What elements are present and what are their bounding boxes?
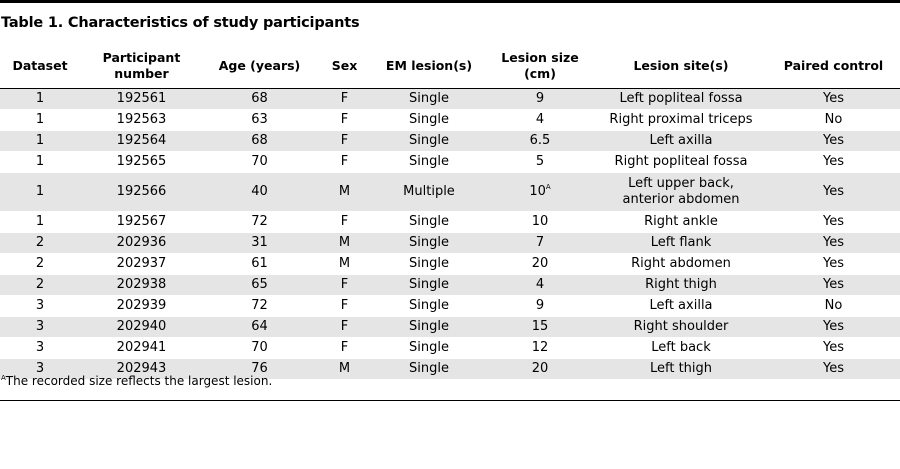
cell-sex: F [316,152,373,173]
cell-dataset: 1 [0,110,80,131]
table-row [0,254,900,275]
cell-dataset: 3 [0,359,80,380]
cell-paired-control: Yes [767,212,900,233]
cell-sex: F [316,212,373,233]
cell-participant-number: 192561 [80,89,203,110]
cell-dataset: 1 [0,131,80,152]
cell-age: 65 [203,275,316,296]
cell-sex: F [316,317,373,338]
column-header-age: Age (years) [203,44,316,89]
footnote-marker: A [1,374,6,382]
cell-dataset: 3 [0,296,80,317]
cell-paired-control: Yes [767,359,900,380]
cell-lesion-site: Left thigh [595,359,767,380]
footnote-reference: A [545,183,551,191]
cell-sex: F [316,131,373,152]
table-caption: Table 1. Characteristics of study participants [1,15,360,31]
header-row [0,44,900,89]
cell-participant-number: 202936 [80,233,203,254]
cell-em-lesions: Single [373,152,485,173]
cell-dataset: 2 [0,233,80,254]
cell-paired-control: Yes [767,131,900,152]
cell-age: 68 [203,131,316,152]
cell-age: 72 [203,212,316,233]
lesion-size-value: 10 [531,214,549,229]
lesion-size-value: 4 [535,112,545,127]
cell-participant-number: 202938 [80,275,203,296]
cell-age: 31 [203,233,316,254]
cell-lesion-site: Left axilla [595,296,767,317]
cell-lesion-size [485,359,595,380]
cell-lesion-size [485,338,595,359]
cell-em-lesions: Single [373,275,485,296]
cell-lesion-size [485,275,595,296]
table-row [0,233,900,254]
cell-age: 70 [203,338,316,359]
cell-paired-control: Yes [767,89,900,110]
cell-lesion-site: Right popliteal fossa [595,152,767,173]
lesion-size-value: 7 [535,235,545,250]
cell-dataset: 3 [0,338,80,359]
cell-participant-number: 202940 [80,317,203,338]
cell-lesion-site: Left popliteal fossa [595,89,767,110]
column-header-lesion-size: Lesion size (cm) [485,44,595,89]
cell-lesion-site: Left flank [595,233,767,254]
lesion-size-value: 9 [535,298,545,313]
cell-lesion-size [485,317,595,338]
cell-lesion-size [485,233,595,254]
cell-dataset: 3 [0,317,80,338]
lesion-site-line: Left upper back, [628,176,734,191]
cell-participant-number: 192564 [80,131,203,152]
cell-em-lesions: Single [373,254,485,275]
column-header-dataset: Dataset [0,44,80,89]
top-rule [0,0,900,3]
column-header-paired-control: Paired control [767,44,900,89]
lesion-site-line: anterior abdomen [622,192,740,207]
table-row [0,212,900,233]
cell-sex: F [316,296,373,317]
cell-paired-control: Yes [767,338,900,359]
cell-sex: M [316,233,373,254]
cell-paired-control: Yes [767,317,900,338]
cell-lesion-size [485,131,595,152]
table-row [0,173,900,212]
cell-paired-control: Yes [767,233,900,254]
cell-sex: M [316,254,373,275]
column-header-em-lesions: EM lesion(s) [373,44,485,89]
cell-lesion-size [485,173,595,212]
cell-sex: F [316,110,373,131]
cell-sex: M [316,359,373,380]
cell-dataset: 1 [0,89,80,110]
cell-paired-control: Yes [767,152,900,173]
lesion-size-value: 9 [535,91,545,106]
cell-lesion-site: Right ankle [595,212,767,233]
footnote-text: The recorded size reflects the largest lesion. [5,374,273,388]
cell-em-lesions: Single [373,338,485,359]
cell-dataset: 2 [0,275,80,296]
cell-participant-number: 192565 [80,152,203,173]
cell-dataset: 1 [0,212,80,233]
cell-lesion-site: Right proximal triceps [595,110,767,131]
column-header-sex: Sex [316,44,373,89]
column-header-participant-number [80,44,203,89]
cell-em-lesions: Single [373,89,485,110]
cell-sex: F [316,338,373,359]
cell-lesion-site: Left axilla [595,131,767,152]
cell-age: 68 [203,89,316,110]
cell-lesion-size [485,89,595,110]
table-body [0,89,900,380]
cell-paired-control: Yes [767,173,900,212]
cell-participant-number: 202937 [80,254,203,275]
cell-age: 61 [203,254,316,275]
cell-dataset: 1 [0,173,80,212]
cell-participant-number: 202941 [80,338,203,359]
cell-participant-number: 192567 [80,212,203,233]
table-footnote [1,374,272,388]
table-row [0,89,900,110]
cell-lesion-size [485,152,595,173]
cell-paired-control: No [767,296,900,317]
cell-lesion-size [485,296,595,317]
table-row [0,338,900,359]
cell-em-lesions: Multiple [373,173,485,212]
table-row [0,110,900,131]
cell-paired-control: Yes [767,275,900,296]
lesion-size-value: 6.5 [529,133,551,148]
cell-dataset: 1 [0,152,80,173]
cell-em-lesions: Single [373,359,485,380]
cell-dataset: 2 [0,254,80,275]
lesion-size-value: 12 [531,340,549,355]
lesion-size-value: 20 [531,361,549,376]
cell-lesion-site [595,173,767,212]
table-row [0,131,900,152]
cell-em-lesions: Single [373,233,485,254]
table-row [0,275,900,296]
cell-em-lesions: Single [373,317,485,338]
column-header-lesion-sites: Lesion site(s) [595,44,767,89]
cell-sex: M [316,173,373,212]
table-row [0,296,900,317]
cell-em-lesions: Single [373,212,485,233]
cell-participant-number: 192563 [80,110,203,131]
cell-age: 70 [203,152,316,173]
cell-lesion-size [485,254,595,275]
cell-paired-control: Yes [767,254,900,275]
cell-lesion-site: Right thigh [595,275,767,296]
lesion-size-value: 20 [531,256,549,271]
participants-table [0,44,900,380]
cell-age: 63 [203,110,316,131]
bottom-rule [0,400,900,401]
cell-age: 40 [203,173,316,212]
cell-lesion-site: Left back [595,338,767,359]
cell-lesion-site: Right abdomen [595,254,767,275]
cell-lesion-size [485,110,595,131]
lesion-size-value: 5 [535,154,545,169]
cell-participant-number: 192566 [80,173,203,212]
cell-lesion-site: Right shoulder [595,317,767,338]
lesion-size-value: 4 [535,277,545,292]
column-header-participant-number-text: Participant number [102,50,181,81]
cell-sex: F [316,89,373,110]
lesion-size-value: 15 [531,319,549,334]
cell-age: 72 [203,296,316,317]
cell-age: 76 [203,359,316,380]
cell-em-lesions: Single [373,296,485,317]
cell-participant-number: 202943 [80,359,203,380]
table-row [0,317,900,338]
cell-paired-control: No [767,110,900,131]
table-row [0,152,900,173]
cell-em-lesions: Single [373,110,485,131]
lesion-size-value: 10 [529,184,546,199]
cell-em-lesions: Single [373,131,485,152]
cell-age: 64 [203,317,316,338]
table-header [0,44,900,89]
cell-sex: F [316,275,373,296]
cell-participant-number: 202939 [80,296,203,317]
cell-lesion-size [485,212,595,233]
